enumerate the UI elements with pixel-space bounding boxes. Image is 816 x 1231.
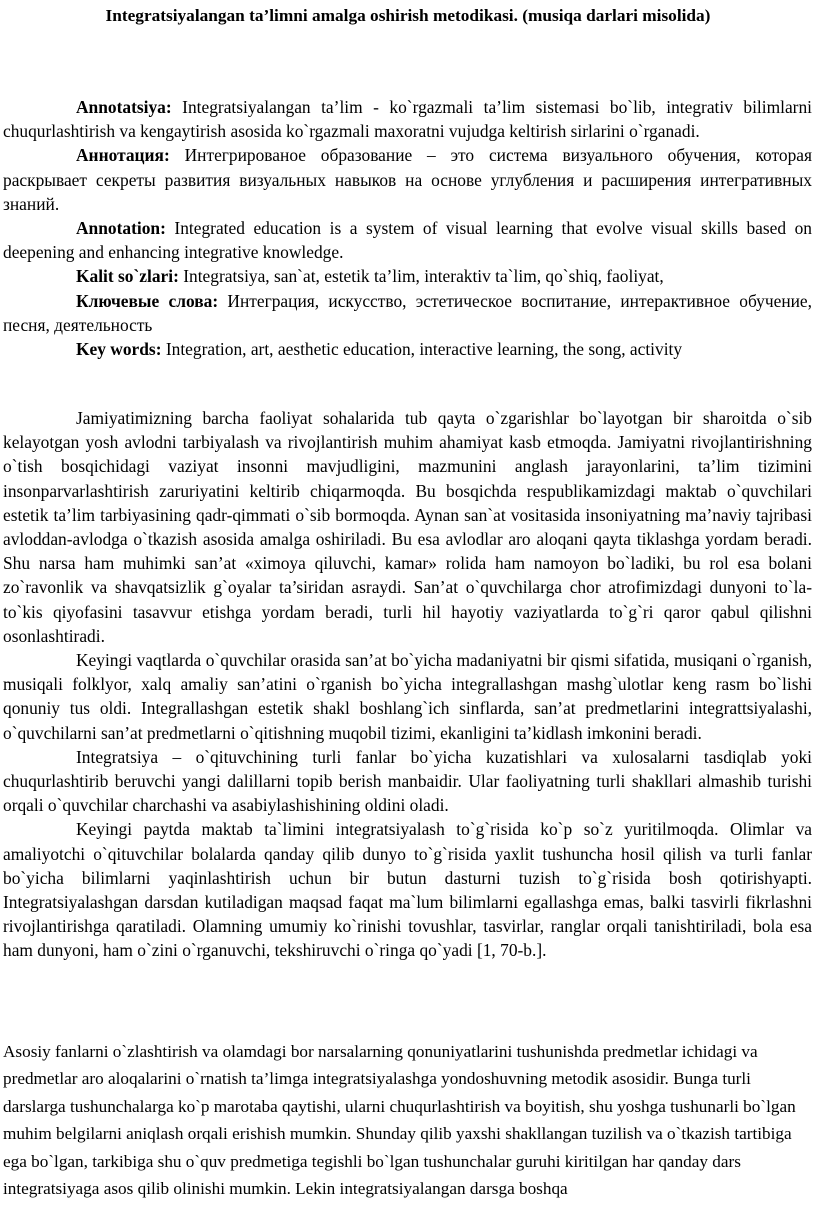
- abstract-ru-label: Аннотация:: [76, 145, 170, 166]
- continuation-paragraph: Asosiy fanlarni o`zlashtirish va olamdagi bor narsalarning qonuniyatlarini tushunishda predmetlar ichidagi va predmetlar aro aloqalarini o`rnatish ta’limga integratsiyalashga yondoshuvning metodik asosidir. Bunga turli darslarga tushunchalarga ko`p marotaba qaytishi, ularni chuqurlashtirish va boyitish, shu yoshga tushunarli bo`lgan muhim belgilarni aniqlash orqali erishish mumkin. Shunday qilib yaxshi shakllangan tuzilish va o`tkazish tartibiga ega bo`lgan, tarkibiga shu o`quv predmetiga tegishli bo`lgan tushunchalar guruhi kiritilgan har qanday dars integratsiyaga asos qilib olinishi mumkin. Lekin integratsiyalangan darsga boshqa: [3, 1042, 796, 1199]
- keywords-en-text: Integration, art, aesthetic education, interactive learning, the song, activity: [161, 339, 683, 360]
- abstract-en-text: Integrated education is a system of visual learning that evolve visual skills based on deepening and enhancing integrative knowledge.: [3, 218, 812, 263]
- keywords-uz-label: Kalit so`zlari:: [76, 266, 179, 287]
- keywords-en-label: Key words:: [76, 339, 162, 360]
- body-paragraph: Integratsiya – o`qituvchining turli fanlar bo`yicha kuzatishlari va xulosalarni tasdiqlab yoki chuqurlashtirib beruvchi yangi dalillarni topib berish manbaidir. Ular faoliyatning turli shakllari almashib turishi orqali o`quvchilar charchashi va asabiylashishining oldini oladi.: [3, 746, 812, 816]
- abstract-section: [3, 95, 812, 361]
- keywords-ru-label: Ключевые слова:: [76, 290, 219, 311]
- keywords-uz: [3, 264, 812, 288]
- abstract-uz-label: Annotatsiya:: [76, 97, 172, 117]
- body-paragraph: Keyingi paytda maktab ta`limini integratsiyalash to`g`risida ko`p so`z yuritilmoqda. Olimlar va amaliyotchi o`qituvchilar bolalarda qanday qilib dunyo to`g`risida yaxlit tushuncha hosil qilish va turli fanlar bo`yicha bilimlarni yaqinlashtirish uchun bir butun dasturni tuzish to`g`risida bosh qotirishyapti. Integratsiyalashgan darsdan kutiladigan maqsad faqat ma`lum bilimlarni egallashga emas, balki tasvirli fikrlashni rivojlantirishga qaratiladi. Olamning umumiy ko`rinishi tovushlar, tasvirlar, ranglar orqali tanishtiriladi, bola esa ham dunyoni, ham o`zini o`rganuvchi, tekshiruvchi o`ringa qo`yadi [1, 70-b.].: [3, 819, 812, 961]
- abstract-en: [3, 216, 812, 264]
- abstract-uz-text: Integratsiyalangan ta’lim - ko`rgazmali ta’lim sistemasi bo`lib, integrativ bilimlarni chuqurlashtirish va kengaytirish asosida ko`rgazmali maxoratni vujudga keltirish sirlarini o`rganadi.: [3, 97, 812, 142]
- abstract-ru-text: Интегрированое образование – это система визуального обучения, которая раскрывает секреты развития визуальных навыков на основе углубления и расширения интегративных знаний.: [3, 145, 812, 214]
- keywords-ru-text: Интеграция, искусство, эстетическое воспитание, интерактивное обучение, песня, деятельность: [3, 290, 812, 335]
- abstract-uz: [3, 95, 812, 143]
- body-paragraph: Keyingi vaqtlarda o`quvchilar orasida san’at bo`yicha madaniyatni bir qismi sifatida, musiqani o`rganish, musiqali folklyor, xalq amaliy san’atini o`rganish bo`yicha integrallashgan mashg`ulotlar keng rasm bo`lishi qonuniy tus oldi. Integrallashgan estetik shakl boshlang`ich sinflarda, san’at predmetlarini integrattsiyalashi, o`quvchilarni san’at predmetlarni o`qitishning muqobil tizimi, ekanligini ta’kidlash imkonini beradi.: [3, 650, 812, 743]
- body-section: [3, 406, 812, 963]
- abstract-ru: [3, 143, 812, 216]
- abstract-en-label: Annotation:: [76, 218, 166, 239]
- keywords-ru: [3, 289, 812, 337]
- continuation-section: [3, 1038, 812, 1202]
- body-paragraph: Jamiyatimizning barcha faoliyat sohalarida tub qayta o`zgarishlar bo`layotgan bir sharoitda o`sib kelayotgan yosh avlodni tarbiyalash va rivojlantirish muhim ahamiyat kasb etmoqda. Jamiyatni rivojlantirishning o`tish bosqichidagi vaziyat insonni mavjudligini, mazmunini anglash jarayonlarini, ta’lim tizimini insonparvarlashtirish zaruriyatini keltirib chiqarmoqda. Bu bosqichda respublikamizdagi maktab o`quvchilari estetik ta’lim tarbiyasining qadr-qimmati o`sib bormoqda. Aynan san`at vositasida insoniyatning ma’naviy tajribasi avloddan-avlodga o`tkazish asosida amalga oshiriladi. Bu esa avlodlar aro aloqani qayta tiklashga yordam beradi. Shu narsa ham muhimki san’at «ximoya qiluvchi, kamar» rolida ham namoyon bo`ladiki, bu rol esa bolani zo`ravonlik va shavqatsizlik g`oyalar ta’siridan asraydi. San’at o`quvchilarga chor atrofimizdagi dunyoni to`la-to`kis qiyofasini tasavvur etishga yordam beradi, turli hil hayotiy vaziyatlarda to`g`ri qaror qabul qilishni osonlashtiradi.: [3, 408, 812, 646]
- keywords-uz-text: Integratsiya, san`at, estetik ta’lim, interaktiv ta`lim, qo`shiq, faoliyat,: [178, 266, 664, 287]
- keywords-en: [3, 337, 812, 361]
- article-title: Integratsiyalangan ta’limni amalga oshirish metodikasi. (musiqa darlari misolida): [105, 6, 711, 25]
